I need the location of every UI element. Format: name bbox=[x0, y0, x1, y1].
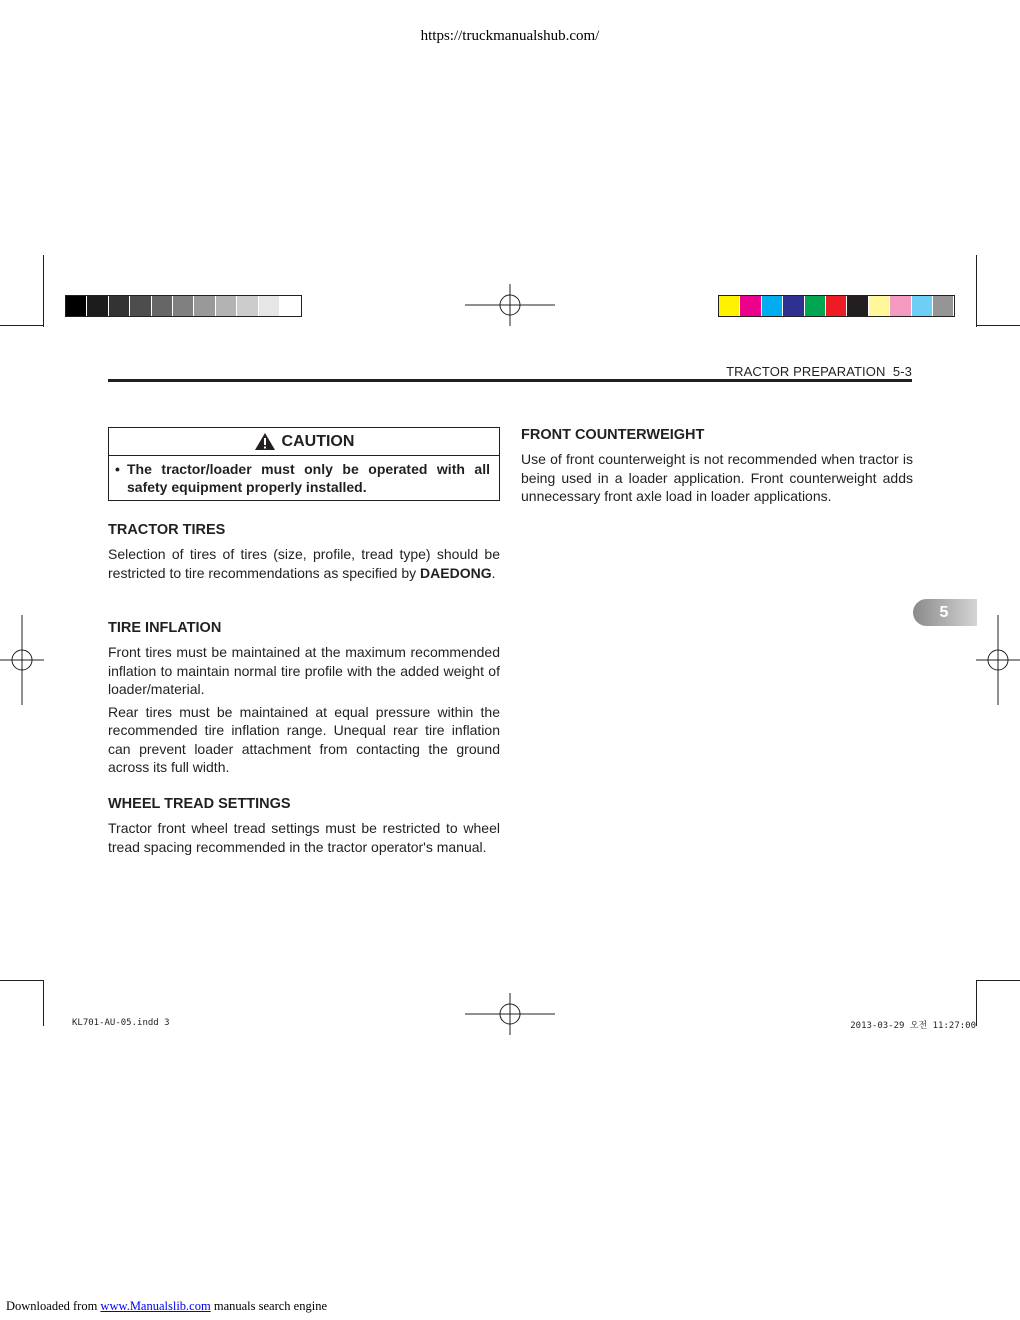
tractor-tires-heading: TRACTOR TIRES bbox=[108, 522, 226, 538]
registration-mark-bottom bbox=[465, 993, 555, 1035]
caution-item bbox=[109, 456, 499, 496]
color-swatch bbox=[869, 296, 890, 316]
download-suffix: manuals search engine bbox=[210, 1299, 327, 1313]
tractor-tires-text bbox=[108, 545, 500, 582]
front-counterweight-text: Use of front counterweight is not recommended when tractor is being used in a loader application. Front counterweight adds unnecessary front axle load in loader applications. bbox=[521, 451, 913, 504]
color-swatch-bar bbox=[718, 295, 955, 317]
color-swatch bbox=[280, 296, 301, 316]
registration-mark-top bbox=[465, 284, 555, 326]
caution-title: CAUTION bbox=[281, 432, 355, 450]
color-swatch bbox=[740, 296, 761, 316]
header-page-number: 5-3 bbox=[892, 364, 912, 379]
color-swatch bbox=[847, 296, 868, 316]
download-prefix: Downloaded from bbox=[6, 1299, 101, 1313]
manualslib-link[interactable]: www.Manualslib.com bbox=[100, 1299, 211, 1313]
brand-name: DAEDONG bbox=[420, 564, 492, 581]
gray-swatch-bar bbox=[65, 295, 302, 317]
color-swatch bbox=[933, 296, 954, 316]
tire-inflation-paragraph-1: Front tires must be maintained at the maximum recommended inflation to maintain normal tire profile with the added weight of loader/material. bbox=[108, 644, 500, 697]
download-note bbox=[6, 1299, 327, 1314]
caution-header bbox=[109, 428, 499, 456]
caution-box bbox=[108, 427, 500, 501]
wheel-tread-section bbox=[108, 795, 500, 856]
color-swatch bbox=[826, 296, 847, 316]
header-section: TRACTOR PREPARATION bbox=[726, 364, 886, 379]
tractor-tires-body: Selection of tires of tires (size, profile, tread type) should be restricted to tire recommendations as specified by bbox=[108, 546, 500, 581]
registration-mark-left bbox=[0, 615, 44, 705]
slug-timestamp: 2013-03-29 오전 11:27:00 bbox=[850, 1021, 976, 1031]
sentence-end: . bbox=[491, 564, 496, 581]
chapter-tab: 5 bbox=[913, 599, 977, 626]
slug-filename: KL701-AU-05.indd 3 bbox=[72, 1018, 170, 1028]
color-swatch bbox=[87, 296, 108, 316]
color-swatch bbox=[805, 296, 826, 316]
front-counterweight-section bbox=[521, 426, 913, 506]
caution-text: The tractor/loader must only be operated with all safety equipment properly installed. bbox=[127, 461, 490, 495]
bullet: • bbox=[115, 461, 120, 477]
running-header bbox=[726, 364, 912, 379]
color-swatch bbox=[912, 296, 933, 316]
tire-inflation-paragraph-2: Rear tires must be maintained at equal pressure within the recommended tire inflation range. Unequal rear tire inflation can prevent loader attachment from contacting the ground across its full width. bbox=[108, 703, 500, 775]
color-swatch bbox=[259, 296, 280, 316]
registration-mark-right bbox=[976, 615, 1020, 705]
wheel-tread-heading: WHEEL TREAD SETTINGS bbox=[108, 796, 291, 812]
color-swatch bbox=[194, 296, 215, 316]
color-swatch bbox=[173, 296, 194, 316]
tractor-tires-section bbox=[108, 521, 500, 582]
color-swatch bbox=[130, 296, 151, 316]
warning-triangle-icon bbox=[254, 432, 276, 451]
color-swatch bbox=[152, 296, 173, 316]
color-swatch bbox=[719, 296, 740, 316]
wheel-tread-text: Tractor front wheel tread settings must be restricted to wheel tread spacing recommended in the tractor operator's manual. bbox=[108, 820, 500, 855]
color-swatch bbox=[783, 296, 804, 316]
tire-inflation-heading: TIRE INFLATION bbox=[108, 620, 222, 636]
color-swatch bbox=[890, 296, 911, 316]
color-swatch bbox=[66, 296, 87, 316]
color-swatch bbox=[762, 296, 783, 316]
color-swatch bbox=[237, 296, 258, 316]
source-url: https://truckmanualshub.com/ bbox=[420, 28, 600, 44]
color-swatch bbox=[216, 296, 237, 316]
front-counterweight-heading: FRONT COUNTERWEIGHT bbox=[521, 427, 705, 443]
color-swatch bbox=[109, 296, 130, 316]
tire-inflation-section bbox=[108, 619, 500, 777]
header-rule bbox=[108, 379, 912, 382]
